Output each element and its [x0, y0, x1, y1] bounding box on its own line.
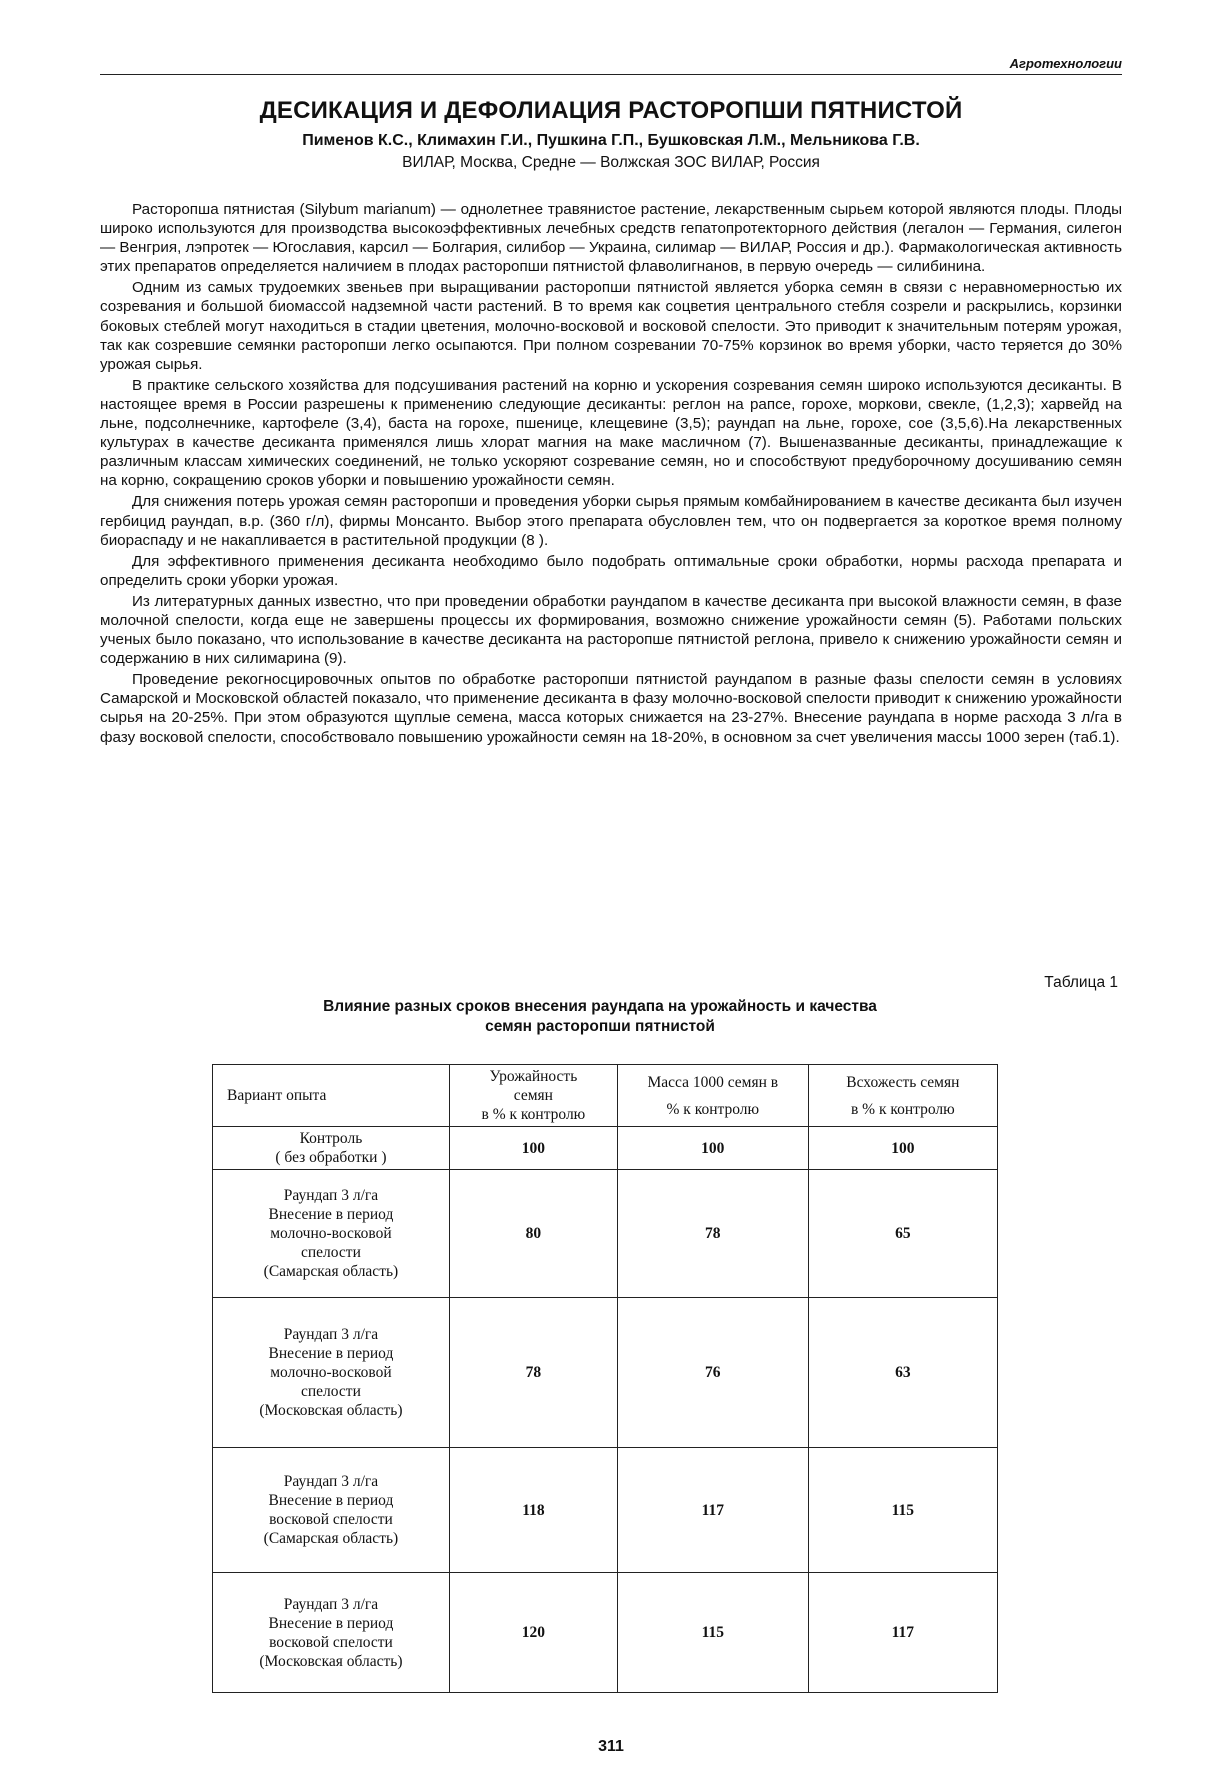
cell-variant: Контроль ( без обработки ) [213, 1127, 450, 1170]
table-number: Таблица 1 [1044, 974, 1118, 991]
article-title: ДЕСИКАЦИЯ И ДЕФОЛИАЦИЯ РАСТОРОПШИ ПЯТНИСТОЙ [259, 97, 963, 124]
table-caption-line: Влияние разных сроков внесения раундапа на урожайность и качества [323, 998, 877, 1015]
section-label: Агротехнологии [1009, 56, 1122, 71]
table-row [213, 1573, 998, 1693]
table-caption-line: семян расторопши пятнистой [485, 1018, 715, 1035]
body-paragraph: Для эффективного применения десиканта необходимо было подобрать оптимальные сроки обработки, нормы расхода препарата и определить сроки уборки урожая. [100, 552, 1122, 589]
cell-yield: 118 [449, 1448, 617, 1573]
table-row [213, 1298, 998, 1448]
cell-germination: 63 [808, 1298, 997, 1448]
header-yield-line: Урожайность [489, 1068, 578, 1085]
cell-mass: 115 [617, 1573, 808, 1693]
cell-variant: Раундап 3 л/га Внесение в период молочно-восковой спелости (Самарская область) [213, 1170, 450, 1298]
header-yield-line: семян [513, 1087, 553, 1104]
header-variant: Вариант опыта [213, 1065, 450, 1127]
header-yield [449, 1065, 617, 1127]
header-yield-line: в % к контролю [481, 1106, 586, 1123]
table-header-row [213, 1065, 998, 1127]
article-affiliation: ВИЛАР, Москва, Средне — Волжская ЗОС ВИЛАР, Россия [402, 154, 820, 171]
cell-mass: 76 [617, 1298, 808, 1448]
cell-yield: 78 [449, 1298, 617, 1448]
header-divider [100, 74, 1122, 75]
cell-yield: 80 [449, 1170, 617, 1298]
header-mass-line: Масса 1000 семян в [647, 1073, 779, 1091]
header-germination-line: в % к контролю [850, 1100, 955, 1118]
body-paragraph: Проведение рекогносцировочных опытов по обработке расторопши пятнистой раундапом в разные фазы спелости семян в условиях Самарской и Московской областей показало, что применение десиканта в фазу молочно-восковой спелости приводит к снижению урожайности сырья на 20-25%. При этом образуются щуплые семена, масса которых снижается на 23-27%. Внесение раундапа в норме расхода 3 л/га в фазу восковой спелости, способствовало повышению урожайности семян на 18-20%, в основном за счет увеличения массы 1000 зерен (таб.1). [100, 671, 1122, 746]
cell-germination: 65 [808, 1170, 997, 1298]
cell-mass: 78 [617, 1170, 808, 1298]
table-row [213, 1448, 998, 1573]
cell-germination: 100 [808, 1127, 997, 1170]
body-paragraph: Расторопша пятнистая (Silybum marianum) — однолетнее травянистое растение, лекарственным сырьем которой являются плоды. Плоды широко используются для производства высокоэффективных лечебных средств гепатопротекторного действия (легалон — Германия, силегон — Венгрия, лэпротек — Югославия, карсил — Болгария, силибор — Украина, силимар — ВИЛАР, Россия и др.). Фармакологическая активность этих препаратов определяется наличием в плодах расторопши пятнистой флаволигнанов, в первую очередь — силибинина. [100, 201, 1122, 276]
cell-germination: 115 [808, 1448, 997, 1573]
header-mass-line: % к контролю [666, 1100, 760, 1118]
results-table [212, 1064, 998, 1693]
table-row [213, 1127, 998, 1170]
cell-variant: Раундап 3 л/га Внесение в период восковой спелости (Московская область) [213, 1573, 450, 1693]
body-paragraph: Из литературных данных известно, что при проведении обработки раундапом в качестве десиканта при высокой влажности семян, в фазе молочной спелости, когда еще не завершены процессы их формирования, возможно снижение урожайности семян (5). Работами польских ученых было показано, что использование в качестве десиканта на расторопше пятнистой реглона, привело к снижению урожайности семян и содержанию в них силимарина (9). [100, 592, 1122, 668]
cell-variant: Раундап 3 л/га Внесение в период восковой спелости (Самарская область) [213, 1448, 450, 1573]
cell-yield: 120 [449, 1573, 617, 1693]
body-paragraph: В практике сельского хозяйства для подсушивания растений на корню и ускорения созревания семян широко используются десиканты. В настоящее время в России разрешены к применению следующие десиканты: реглон на рапсе, горохе, моркови, свекле, (1,2,3); харвейд на льне, подсолнечнике, картофеле (3,4), баста на горохе, пшенице, клещевине (3,5); раундап на льне, горохе, сое (3,5,6).На лекарственных культурах в качестве десиканта применялся лишь хлорат магния на маке масличном (7). Вышеназванные десиканты, принадлежащие к различным классам химических соединений, не только ускоряют созревание семян, но и способствуют предуборочному досушиванию семян на корню, сокращению сроков уборки и повышению урожайности семян. [100, 376, 1122, 490]
cell-yield: 100 [449, 1127, 617, 1170]
cell-variant: Раундап 3 л/га Внесение в период молочно-восковой спелости (Московская область) [213, 1298, 450, 1448]
header-mass [617, 1065, 808, 1127]
page-number: 311 [598, 1738, 624, 1755]
header-germination [808, 1065, 997, 1127]
body-paragraph: Одним из самых трудоемких звеньев при выращивании расторопши пятнистой является уборка семян в связи с неравномерностью их созревания и большой биомассой надземной части растений. В то время как соцветия центрального стебля созрели и раскрылись, корзинки боковых стеблей могут находиться в стадии цветения, молочно-восковой и восковой спелости. Это приводит к значительным потерям урожая, так как созревшие семянки расторопши легко осыпаются. При полном созревании 70-75% корзинок во время уборки, часто теряется до 30% урожая сырья. [100, 279, 1122, 373]
table-row [213, 1170, 998, 1298]
header-germination-line: Всхожесть семян [846, 1073, 960, 1091]
article-body [100, 200, 1122, 749]
table-caption [200, 997, 1000, 1037]
cell-mass: 100 [617, 1127, 808, 1170]
cell-germination: 117 [808, 1573, 997, 1693]
body-paragraph: Для снижения потерь урожая семян расторопши и проведения уборки сырья прямым комбайнированием в качестве десиканта был изучен гербицид раундап, в.р. (360 г/л), фирмы Монсанто. Выбор этого препарата обусловлен тем, что он подвергается за короткое время полному биораспаду и не накапливается в растительной продукции (8 ). [100, 493, 1122, 549]
article-authors: Пименов К.С., Климахин Г.И., Пушкина Г.П., Бушковская Л.М., Мельникова Г.В. [302, 132, 920, 149]
cell-mass: 117 [617, 1448, 808, 1573]
